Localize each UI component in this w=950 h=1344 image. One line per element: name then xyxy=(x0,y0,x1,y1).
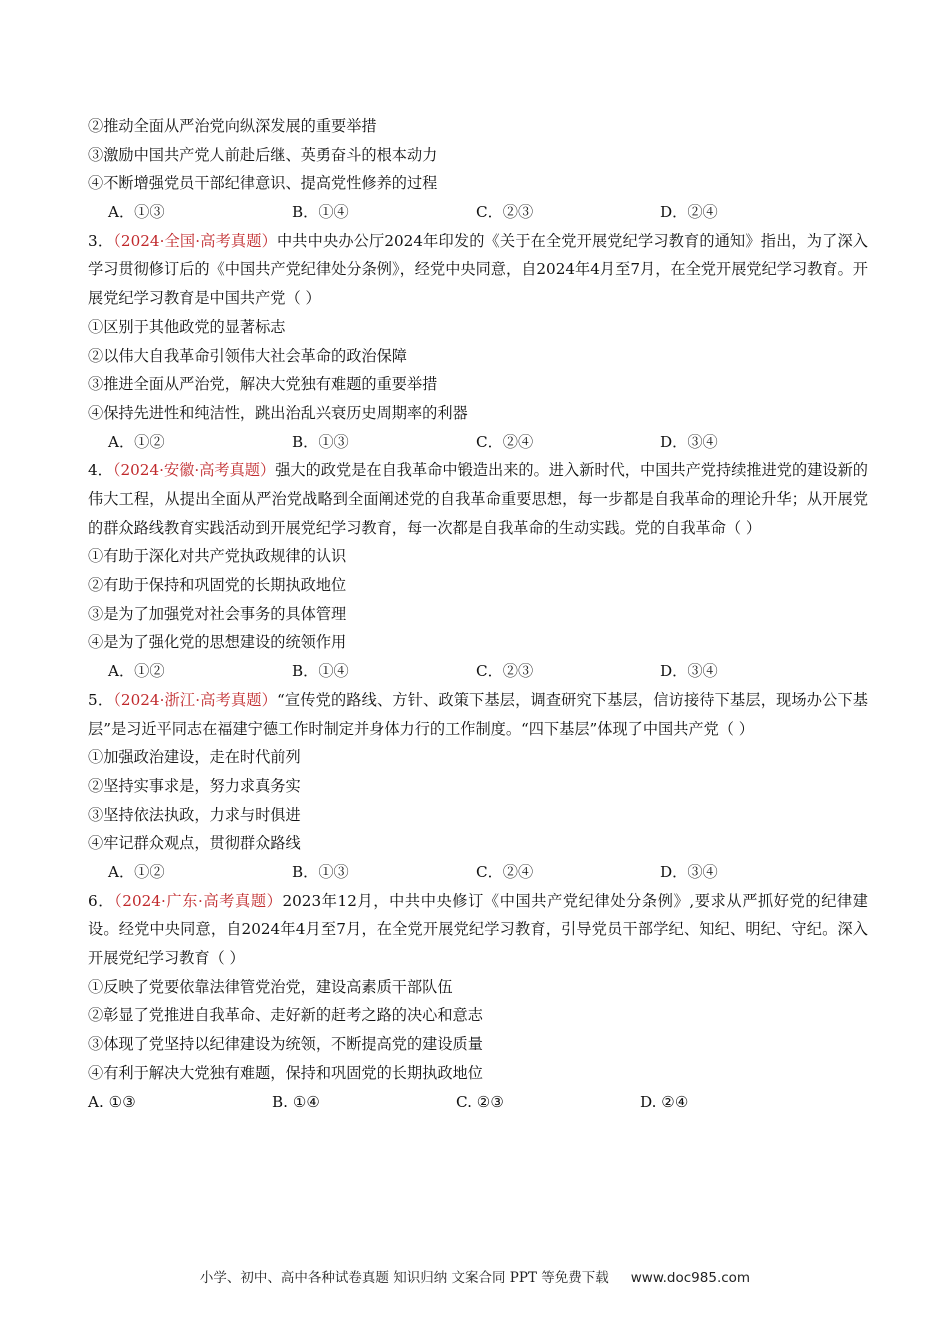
question-2 xyxy=(88,112,868,227)
statement-4: ④是为了强化党的思想建设的统领作用 xyxy=(88,633,347,652)
option-d: D．③④ xyxy=(660,863,718,881)
answer-options xyxy=(88,657,868,686)
statement-4: ④不断增强党员干部纪律意识、提高党性修养的过程 xyxy=(88,174,438,193)
option-c: C．②③ xyxy=(476,662,534,681)
question-text: 中共中央办公厅2024年印发的《关于在全党开展党纪学习教育的通知》指出，为了深入学习贯彻修订后的《中国共产党纪律处分条例》，经党中央同意，自2024年4月至7月，在全党开展党纪学习教育。开展党纪学习教育是中国共产党（ ） xyxy=(88,231,868,308)
question-4 xyxy=(88,456,868,686)
statement-2: ②彰显了党推进自我革命、走好新的赶考之路的决心和意志 xyxy=(88,1006,483,1025)
answer-options xyxy=(88,198,868,227)
question-6 xyxy=(88,887,868,1117)
statement-4: ④牢记群众观点，贯彻群众路线 xyxy=(88,834,301,853)
option-b: B．①④ xyxy=(292,662,349,681)
statement-2: ②坚持实事求是，努力求真务实 xyxy=(88,776,301,795)
answer-options xyxy=(88,428,868,457)
question-number: 3． xyxy=(88,231,114,250)
footer-text: 小学、初中、高中各种试卷真题 知识归纳 文案合同 PPT 等免费下载 xyxy=(199,1270,609,1286)
footer-site-link[interactable]: www.doc985.com xyxy=(630,1270,751,1286)
option-b: B. ①④ xyxy=(272,1092,321,1111)
question-stem xyxy=(88,456,868,542)
question-number: 5． xyxy=(88,690,114,709)
option-d: D．③④ xyxy=(660,662,718,681)
statement-1: ①有助于深化对共产党执政规律的认识 xyxy=(88,547,347,566)
question-number: 4． xyxy=(88,461,113,480)
statement-3: ③体现了党坚持以纪律建设为统领，不断提高党的建设质量 xyxy=(88,1035,483,1054)
option-a: A．①② xyxy=(108,432,165,451)
question-text: 强大的政党是在自我革命中锻造出来的。进入新时代，中国共产党持续推进党的建设新的伟大工程，从提出全面从严治党战略到全面阐述党的自我革命重要思想，每一步都是自我革命的理论升华；从开展党的群众路线教育实践活动到开展党纪学习教育，每一次都是自我革命的生动实践。党的自我革命（ ） xyxy=(88,461,868,537)
option-a: A．①② xyxy=(108,662,165,681)
question-5 xyxy=(88,686,868,887)
statement-2: ②推动全面从严治党向纵深发展的重要举措 xyxy=(88,117,377,135)
statement-2: ②以伟大自我革命引领伟大社会革命的政治保障 xyxy=(88,346,407,365)
source-tag: （2024·浙江·高考真题） xyxy=(113,690,277,709)
question-content xyxy=(88,112,868,1116)
statement-3: ③推进全面从严治党，解决大党独有难题的重要举措 xyxy=(88,375,438,394)
question-stem xyxy=(88,686,868,743)
question-stem xyxy=(88,887,868,973)
question-3 xyxy=(88,227,868,457)
option-a: A. ①③ xyxy=(88,1092,136,1111)
option-c: C．②③ xyxy=(476,203,534,222)
option-c: C．②④ xyxy=(476,863,534,881)
question-number: 6． xyxy=(88,891,115,910)
statement-3: ③坚持依法执政，力求与时俱进 xyxy=(88,805,301,824)
statement-1: ①反映了党要依靠法律管党治党，建设高素质干部队伍 xyxy=(88,977,453,996)
option-b: B．①③ xyxy=(292,863,349,881)
option-a: A．①③ xyxy=(108,203,165,222)
option-d: D．③④ xyxy=(660,432,718,451)
source-tag: （2024·广东·高考真题） xyxy=(114,891,283,910)
statement-3: ③激励中国共产党人前赴后继、英勇奋斗的根本动力 xyxy=(88,145,438,164)
source-tag: （2024·全国·高考真题） xyxy=(113,231,277,250)
statement-4: ④保持先进性和纯洁性，跳出治乱兴衰历史周期率的利器 xyxy=(88,403,468,422)
question-text: 2023年12月，中共中央修订《中国共产党纪律处分条例》,要求从严抓好党的纪律建设。经党中央同意，自2024年4月至7月，在全党开展党纪学习教育，引导党员干部学纪、知纪、明纪、守纪。深入开展党纪学习教育（ ） xyxy=(88,891,868,968)
source-tag: （2024·安徽·高考真题） xyxy=(112,461,276,480)
page-footer xyxy=(0,1266,950,1286)
statement-1: ①加强政治建设，走在时代前列 xyxy=(88,748,301,767)
option-c: C. ②③ xyxy=(456,1092,504,1111)
statement-1: ①区别于其他政党的显著标志 xyxy=(88,317,286,336)
option-b: B．①③ xyxy=(292,432,349,451)
question-text: “宣传党的路线、方针、政策下基层，调查研究下基层，信访接待下基层，现场办公下基层”是习近平同志在福建宁德工作时制定并身体力行的工作制度。“四下基层”体现了中国共产党（ ） xyxy=(88,690,868,738)
option-b: B．①④ xyxy=(292,203,349,222)
option-c: C．②④ xyxy=(476,432,534,451)
option-d: D. ②④ xyxy=(640,1092,689,1111)
question-stem xyxy=(88,227,868,313)
answer-options xyxy=(88,1088,868,1117)
option-a: A．①② xyxy=(108,863,165,881)
statement-2: ②有助于保持和巩固党的长期执政地位 xyxy=(88,576,347,595)
option-d: D．②④ xyxy=(660,203,718,222)
answer-options xyxy=(88,858,868,887)
statement-4: ④有利于解决大党独有难题，保持和巩固党的长期执政地位 xyxy=(88,1063,483,1082)
statement-3: ③是为了加强党对社会事务的具体管理 xyxy=(88,604,347,623)
